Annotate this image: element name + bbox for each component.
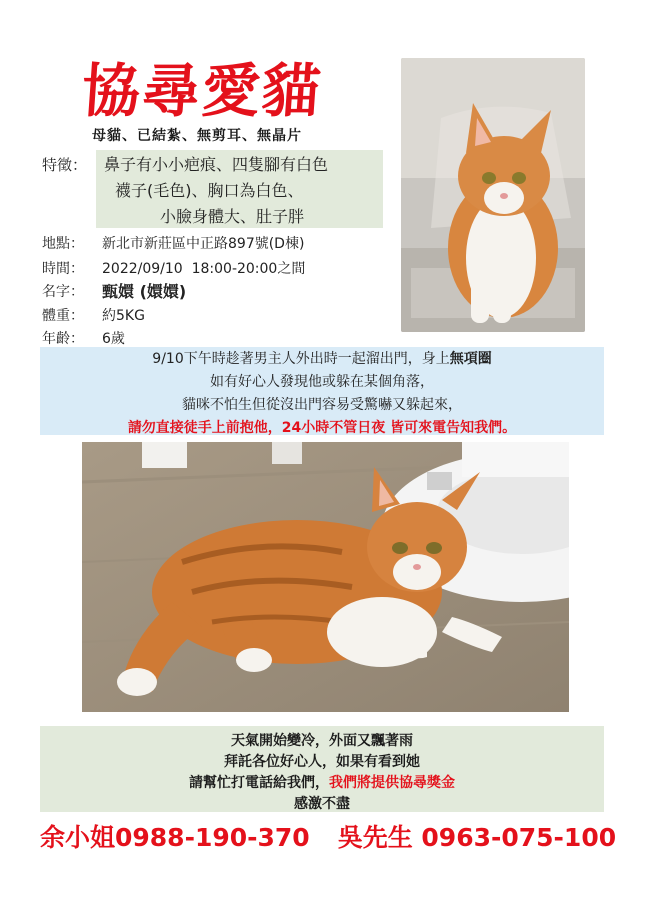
closing-line-4: 感激不盡 xyxy=(294,796,350,812)
notice-line-1-text: 9/10下午時趁著男主人外出時一起溜出門，身上 xyxy=(152,351,450,367)
no-collar-highlight: 無項圈 xyxy=(449,351,492,367)
location-value: 新北市新莊區中正路897號(D棟) xyxy=(102,236,305,252)
reward-highlight: 我們將提供協尋獎金 xyxy=(329,775,455,791)
notice-line-2: 如有好心人發現他或躲在某個角落， xyxy=(210,374,434,390)
feature-line: 襪子(毛色)、胸口為白色、 xyxy=(115,181,304,200)
poster-title: 協尋愛貓 xyxy=(79,57,325,125)
time-label: 時間： xyxy=(42,261,84,277)
notice-line-1 xyxy=(40,348,604,368)
closing-line-1: 天氣開始變冷，外面又飄著雨 xyxy=(231,733,413,749)
contact-mr-wu[interactable]: 吳先生 0963-075-100 xyxy=(337,823,617,852)
feature-line: 小臉身體大、肚子胖 xyxy=(160,207,305,226)
contact-info xyxy=(40,818,617,854)
notice-line-3: 貓咪不怕生但從沒出門容易受驚嚇又躲起來， xyxy=(182,397,462,413)
weight-label: 體重： xyxy=(42,308,84,324)
contact-miss-yu[interactable]: 余小姐0988-190-370 xyxy=(40,823,310,852)
name-label: 名字： xyxy=(42,284,84,300)
time-value: 2022/09/10 18:00-20:00之間 xyxy=(102,261,306,277)
closing-line-2: 拜託各位好心人，如果有看到她 xyxy=(224,754,420,770)
cat-photo-sitting xyxy=(401,58,585,332)
features-label: 特徵： xyxy=(42,156,88,174)
closing-line-3 xyxy=(40,772,604,792)
location-label: 地點： xyxy=(42,236,84,252)
notice-warning-line: 請勿直接徒手上前抱他，24小時不管日夜 皆可來電告知我們。 xyxy=(127,420,517,436)
cat-name-value: 甄嬛 (嬛嬛) xyxy=(102,282,187,301)
cat-status-subtitle: 母貓、已結紮、無剪耳、無晶片 xyxy=(92,128,302,144)
age-label: 年齡： xyxy=(42,331,84,347)
cat-photo-lying xyxy=(82,442,569,712)
closing-line-3-text: 請幫忙打電話給我們， xyxy=(189,775,329,791)
weight-value: 約5KG xyxy=(102,308,145,324)
age-value: 6歲 xyxy=(102,331,125,347)
feature-line: 鼻子有小小疤痕、四隻腳有白色 xyxy=(104,155,329,174)
